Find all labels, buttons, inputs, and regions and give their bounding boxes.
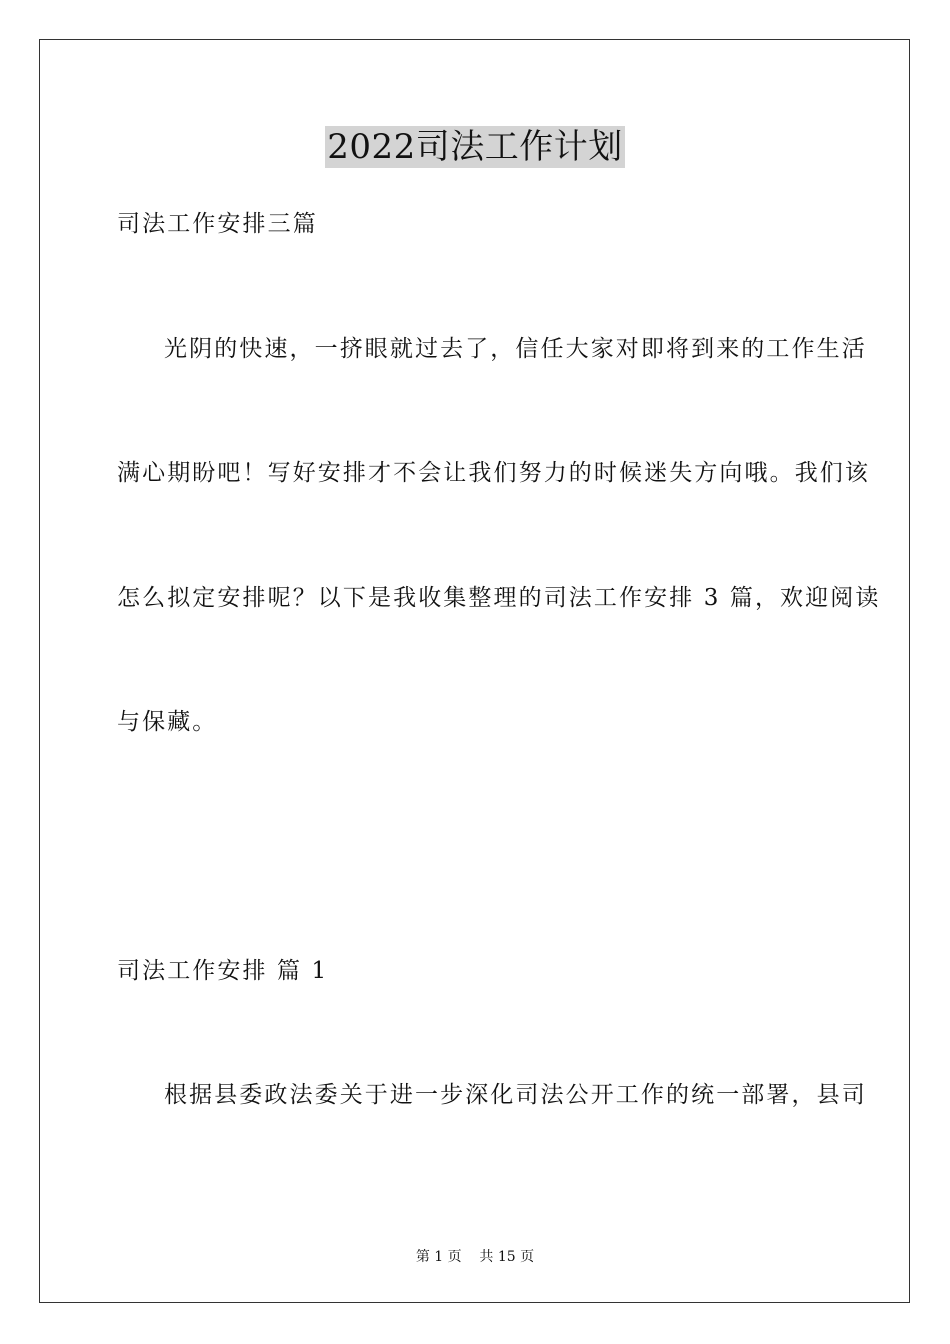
page-footer: 第 1 页 共 15 页 (415, 1249, 535, 1265)
document-subtitle: 司法工作安排三篇 (117, 211, 318, 237)
intro-paragraph-line-3: 怎么拟定安排呢？以下是我收集整理的司法工作安排 3 篇，欢迎阅读 (117, 585, 881, 611)
intro-paragraph-line-1: 光阴的快速，一挤眼就过去了，信任大家对即将到来的工作生活 (164, 336, 867, 362)
section-heading: 司法工作安排 篇 1 (117, 958, 329, 984)
document-title: 2022司法工作计划 (327, 127, 623, 167)
intro-paragraph-line-2: 满心期盼吧！写好安排才不会让我们努力的时候迷失方向哦。我们该 (117, 460, 870, 486)
intro-paragraph-line-4: 与保藏。 (117, 709, 218, 735)
section-paragraph-line-1: 根据县委政法委关于进一步深化司法公开工作的统一部署，县司 (164, 1082, 867, 1108)
title-container (0, 126, 950, 168)
